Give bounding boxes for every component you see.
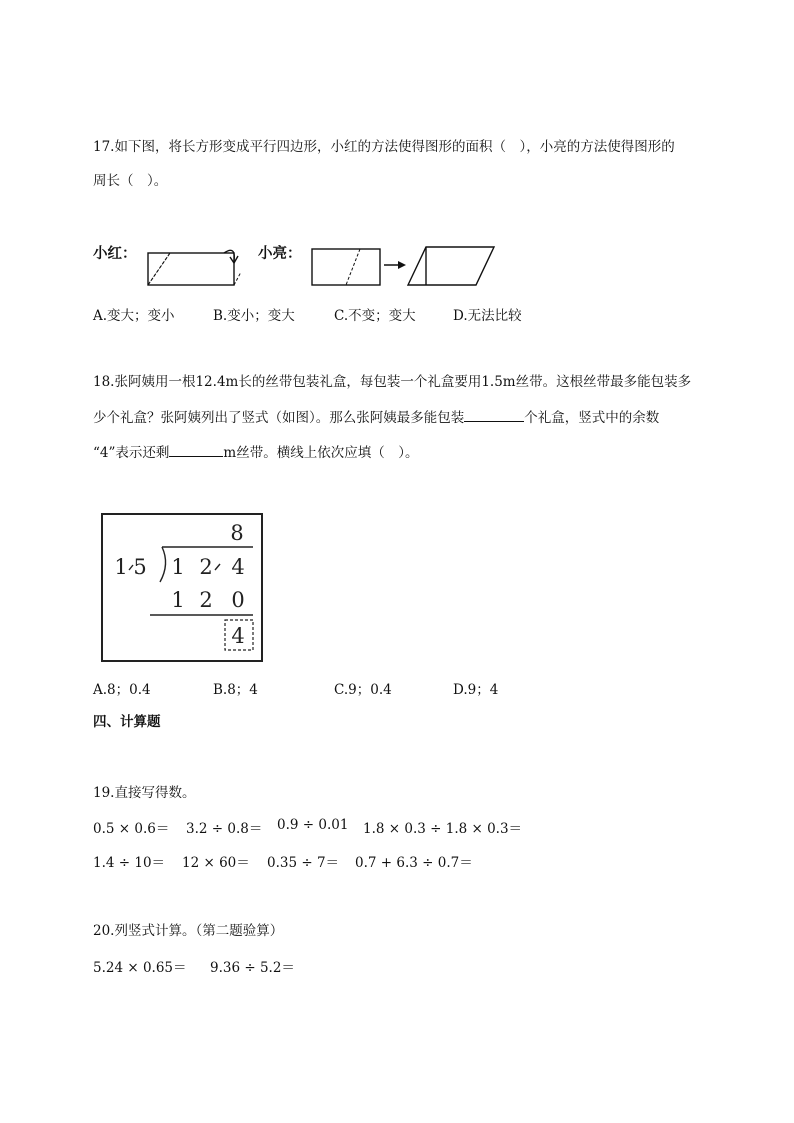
q19-item: 12 × 60＝ [182,855,250,871]
q18-option-b[interactable]: B.8；4 [213,682,258,698]
q19-title: 19.直接写得数。 [93,785,196,801]
q19-item: 0.9 ÷ 0.01 [277,817,349,833]
q18-options [93,678,693,698]
q18-text-line2 [93,407,659,428]
q19-item: 0.7 + 6.3 ÷ 0.7＝ [355,855,473,871]
division-product-digit-2: 2 [199,588,213,612]
right-arrow-icon [383,257,407,273]
q18-line2-start: 少个礼盒？张阿姨列出了竖式（如图）。那么张阿姨最多能包装 [93,410,465,426]
division-remainder: 4 [231,624,245,648]
q17-text-line2: 周长（ ）。 [93,173,168,189]
q19-item: 1.8 × 0.3 ÷ 1.8 × 0.3＝ [363,821,523,837]
q18-option-d[interactable]: D.9；4 [453,682,499,698]
q18-line3-end: m丝带。横线上依次应填（ ）。 [223,445,419,461]
division-dividend-digit-3: 4 [231,555,245,579]
q19-item: 3.2 ÷ 0.8＝ [186,821,263,837]
q19-row-2 [93,851,693,871]
q19-item: 0.35 ÷ 7＝ [267,855,340,871]
section-heading-calculation: 四、计算题 [93,714,161,730]
xiaoliang-rectangle-figure [308,243,384,289]
q18-answer-blank-1[interactable] [464,407,524,422]
q17-option-a[interactable]: A.变大；变小 [93,308,175,324]
q17-text-line1: 17.如下图，将长方形变成平行四边形，小红的方法使得图形的面积（ ），小亮的方法使得图形的 [93,139,675,155]
q19-item: 1.4 ÷ 10＝ [93,855,166,871]
q18-answer-blank-2[interactable] [169,442,223,457]
q17-option-d[interactable]: D.无法比较 [453,308,522,324]
division-divisor-digit-2: 5 [133,555,147,579]
label-xiaohong: 小红： [93,245,137,262]
division-quotient: 8 [230,521,244,545]
division-dividend-digit-1: 1 [171,555,185,579]
q18-line2-end: 个礼盒，竖式中的余数 [524,410,660,426]
q17-option-b[interactable]: B.变小；变大 [213,308,295,324]
q17-option-c[interactable]: C.不变；变大 [334,308,416,324]
q20-row [93,956,693,976]
q19-item: 0.5 × 0.6＝ [93,821,170,837]
q19-row-1 [93,817,693,837]
q18-option-a[interactable]: A.8；0.4 [93,682,151,698]
division-dividend-digit-2: 2 [199,555,213,579]
division-divisor-digit-1: 1 [114,555,128,579]
q18-text-line3 [93,442,418,463]
q18-text-line1: 18.张阿姨用一根12.4m长的丝带包装礼盒，每包装一个礼盒要用1.5m丝带。这根丝带最多能包装多 [93,374,692,390]
parallelogram-figure [406,243,496,289]
label-xiaoliang: 小亮： [258,245,302,262]
long-division-figure [98,510,266,666]
q20-title: 20.列竖式计算。（第二题验算） [93,923,284,939]
q17-options [93,304,693,324]
q20-item: 5.24 × 0.65＝ [93,960,187,976]
division-product-digit-3: 0 [231,588,245,612]
q18-option-c[interactable]: C.9；0.4 [334,682,392,698]
xiaohong-rectangle-figure [140,243,248,289]
q18-line3-start: “4”表示还剩 [93,445,170,461]
q20-item: 9.36 ÷ 5.2＝ [210,960,295,976]
division-product-digit-1: 1 [171,588,185,612]
